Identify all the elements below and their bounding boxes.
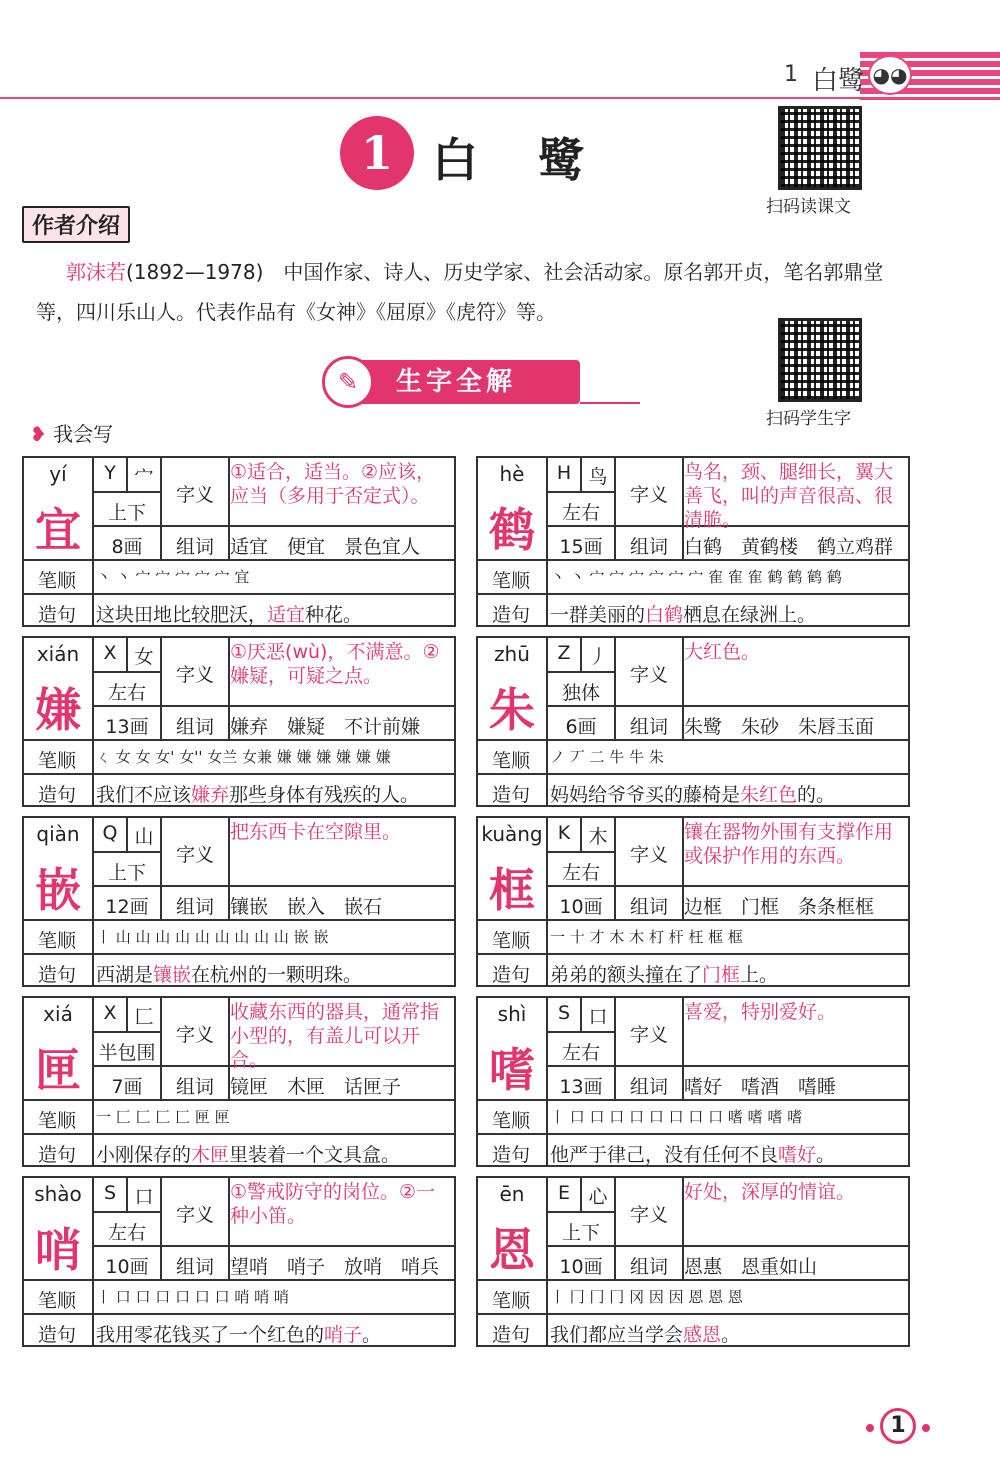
grid-line [478, 593, 910, 595]
structure: 上下 [107, 862, 146, 884]
character: 嫌 [35, 683, 81, 737]
character: 朱 [489, 683, 535, 737]
meaning-text: 镶在器物外围有支撑作用或保护作用的东西。 [684, 821, 894, 867]
sentence-text: 我用零花钱买了一个红色的哨子。 [96, 1324, 382, 1346]
structure: 独体 [561, 682, 600, 704]
structure: 左右 [561, 1042, 600, 1064]
grid-line [92, 1245, 160, 1247]
page-dot [866, 1424, 874, 1432]
pinyin: yí [49, 462, 67, 486]
arrow-icon: ❥ [30, 422, 54, 446]
char-card [22, 636, 456, 807]
meaning-label: 字义 [175, 664, 214, 686]
initial-letter: H [556, 462, 572, 484]
section-banner: 生字全解 [330, 360, 580, 404]
sentence-highlight: 镶嵌 [153, 964, 192, 986]
sentence-text: 这块田地比较肥沃，适宜种花。 [96, 604, 363, 626]
structure: 上下 [107, 502, 146, 524]
radical: 鸟 [588, 466, 608, 488]
structure: 上下 [561, 1222, 600, 1244]
stroke-order: 丨 口 口 口 口 口 口 哨 哨 哨 [96, 1288, 289, 1306]
stroke-order: 丨 口 口 口 口 口 口 口 口 嗜 嗜 嗜 嗜 [550, 1108, 803, 1126]
sentence-highlight: 木匣 [191, 1144, 230, 1166]
grid-line [546, 885, 614, 887]
char-card [22, 996, 456, 1167]
words-label: 组词 [629, 716, 668, 738]
structure: 左右 [561, 502, 600, 524]
pinyin: xiá [43, 1002, 73, 1026]
stroke-order: 丨 冂 冂 冂 冈 因 因 恩 恩 恩 [550, 1288, 743, 1306]
initial-letter: X [103, 1002, 117, 1024]
sentence-highlight: 嫌弃 [191, 784, 230, 806]
sentence-text: 西湖是镶嵌在杭州的一颗明珠。 [96, 964, 363, 986]
radical: 心 [588, 1186, 608, 1208]
meaning-text: ①适合，适当。②应该，应当（多用于否定式）。 [230, 461, 436, 507]
meaning-text: ①警戒防守的岗位。②一种小笛。 [230, 1181, 436, 1227]
page-number: 1 [880, 1408, 916, 1444]
stroke-order: 一 匚 匚 匚 匚 匣 匣 [96, 1108, 230, 1126]
lesson-title: 白鹭 [432, 133, 644, 187]
author-text: (1892—1978) 中国作家、诗人、历史学家、社会活动家。原名郭开贞，笔名郭鼎堂等，四川乐山人。代表作品有《女神》《屈原》《虎符》等。 [36, 260, 884, 324]
words-text: 望哨 哨子 放哨 哨兵 [230, 1256, 440, 1278]
grid-line [92, 705, 160, 707]
words-text: 边框 门框 条条框框 [684, 896, 875, 918]
meaning-label: 字义 [175, 484, 214, 506]
structure: 半包围 [98, 1042, 156, 1064]
initial-letter: Z [557, 642, 571, 664]
order-label: 笔顺 [37, 1110, 76, 1132]
char-card [22, 1176, 456, 1347]
grid-line [478, 953, 910, 955]
grid-line [546, 525, 614, 527]
grid-line [160, 1245, 456, 1247]
order-label: 笔顺 [37, 570, 76, 592]
radical: 木 [588, 826, 608, 848]
sentence-highlight: 白鹤 [645, 604, 684, 626]
radical: 丿 [588, 646, 608, 668]
stroke-count: 10画 [105, 1256, 149, 1278]
author-name: 郭沫若 [66, 260, 126, 284]
stroke-count: 10画 [559, 896, 603, 918]
words-label: 组词 [175, 536, 214, 558]
sentence-label: 造句 [491, 784, 530, 806]
character: 嵌 [35, 863, 81, 917]
sentence-highlight: 朱红色 [740, 784, 798, 806]
char-card [476, 1176, 910, 1347]
sentence-label: 造句 [491, 604, 530, 626]
sentence-label: 造句 [491, 1324, 530, 1346]
words-label: 组词 [629, 1256, 668, 1278]
sentence-text: 弟弟的额头撞在了门框上。 [550, 964, 779, 986]
grid-line [614, 705, 910, 707]
character: 鹤 [489, 503, 535, 557]
grid-line [24, 1133, 456, 1135]
sentence-label: 造句 [491, 1144, 530, 1166]
initial-letter: E [557, 1182, 570, 1204]
order-label: 笔顺 [491, 930, 530, 952]
character: 嗜 [489, 1043, 535, 1097]
grid-line [546, 1245, 614, 1247]
order-label: 笔顺 [37, 1290, 76, 1312]
sentence-highlight: 感恩 [683, 1324, 722, 1346]
char-card [22, 456, 456, 627]
pinyin: xián [36, 642, 80, 666]
meaning-text: 大红色。 [684, 641, 761, 663]
sentence-label: 造句 [37, 1144, 76, 1166]
grid-line [546, 1065, 614, 1067]
sentence-label: 造句 [37, 784, 76, 806]
meaning-label: 字义 [629, 1204, 668, 1226]
words-text: 适宜 便宜 景色宜人 [230, 536, 421, 558]
pinyin: hè [499, 462, 525, 486]
words-text: 镶嵌 嵌入 嵌石 [230, 896, 383, 918]
banner-underline [580, 402, 640, 404]
radical: 匚 [134, 1006, 154, 1028]
character: 宜 [35, 503, 81, 557]
sentence-text: 我们都应当学会感恩。 [550, 1324, 741, 1346]
qr-learn-caption: 扫码学生字 [766, 409, 851, 429]
order-label: 笔顺 [37, 930, 76, 952]
lesson-badge: 1 [340, 116, 414, 190]
meaning-text: 喜爱，特别爱好。 [684, 1001, 837, 1023]
meaning-label: 字义 [175, 1024, 214, 1046]
meaning-text: 把东西卡在空隙里。 [230, 821, 402, 843]
meaning-label: 字义 [629, 664, 668, 686]
radical: 女 [134, 646, 154, 668]
meaning-label: 字义 [175, 1204, 214, 1226]
grid-line [92, 1065, 160, 1067]
grid-line [614, 885, 910, 887]
initial-letter: S [557, 1002, 571, 1024]
structure: 左右 [107, 682, 146, 704]
grid-line [160, 885, 456, 887]
words-text: 白鹤 黄鹤楼 鹤立鸡群 [684, 536, 894, 558]
initial-letter: Y [104, 462, 116, 484]
panda-icon: ◕◕ [868, 55, 912, 95]
pinyin: ēn [499, 1182, 525, 1206]
words-text: 朱鹭 朱砂 朱唇玉面 [684, 716, 875, 738]
words-text: 镜匣 木匣 话匣子 [230, 1076, 402, 1098]
sentence-label: 造句 [37, 1324, 76, 1346]
sentence-text: 我们不应该嫌弃那些身体有残疾的人。 [96, 784, 420, 806]
grid-line [478, 773, 910, 775]
stroke-count: 7画 [111, 1076, 143, 1098]
char-card [22, 816, 456, 987]
char-card [476, 636, 910, 807]
pinyin: shì [497, 1002, 527, 1026]
grid-line [92, 885, 160, 887]
stroke-count: 10画 [559, 1256, 603, 1278]
char-card [476, 996, 910, 1167]
stroke-count: 8画 [111, 536, 143, 558]
meaning-text: 鸟名，颈、腿细长，翼大善飞，叫的声音很高、很清脆。 [684, 461, 894, 531]
grid-line [546, 705, 614, 707]
sentence-text: 小刚保存的木匣里装着一个文具盒。 [96, 1144, 401, 1166]
stroke-count: 12画 [105, 896, 149, 918]
order-label: 笔顺 [491, 750, 530, 772]
initial-letter: Q [102, 822, 118, 844]
character: 恩 [489, 1223, 535, 1277]
sentence-highlight: 门框 [702, 964, 741, 986]
grid-line [160, 525, 456, 527]
stroke-order: 丨 山 山 山 山 山 山 山 山 山 嵌 嵌 [96, 928, 329, 946]
sentence-highlight: 哨子 [324, 1324, 363, 1346]
qr-code-learn-icon[interactable] [778, 318, 862, 402]
stroke-count: 15画 [559, 536, 603, 558]
words-text: 嫌弃 嫌疑 不计前嫌 [230, 716, 421, 738]
grid-line [614, 1245, 910, 1247]
structure: 左右 [561, 862, 600, 884]
character: 框 [489, 863, 535, 917]
pencil-icon: ✎ [322, 356, 374, 408]
grid-line [24, 773, 456, 775]
radical: 宀 [134, 466, 154, 488]
initial-letter: S [103, 1182, 117, 1204]
character: 匣 [35, 1043, 81, 1097]
pinyin: qiàn [36, 822, 80, 846]
pinyin: kuàng [481, 822, 543, 846]
grid-line [478, 1313, 910, 1315]
meaning-text: 好处，深厚的情谊。 [684, 1181, 856, 1203]
words-label: 组词 [629, 896, 668, 918]
meaning-text: 收藏东西的器具，通常指小型的，有盖儿可以开合。 [230, 1001, 440, 1071]
grid-line [24, 593, 456, 595]
meaning-label: 字义 [175, 844, 214, 866]
sentence-label: 造句 [37, 964, 76, 986]
stroke-count: 13画 [559, 1076, 603, 1098]
sentence-text: 妈妈给爷爷买的藤椅是朱红色的。 [550, 784, 836, 806]
order-label: 笔顺 [491, 570, 530, 592]
grid-line [24, 953, 456, 955]
initial-letter: X [103, 642, 117, 664]
stroke-order: ノ 丆 二 牛 牛 朱 [550, 748, 664, 766]
initial-letter: K [557, 822, 571, 844]
sentence-highlight: 嗜好 [778, 1144, 817, 1166]
words-label: 组词 [175, 716, 214, 738]
stroke-count: 13画 [105, 716, 149, 738]
character: 哨 [35, 1223, 81, 1277]
grid-line [478, 1133, 910, 1135]
radical: 山 [134, 826, 154, 848]
order-label: 笔顺 [491, 1290, 530, 1312]
radical: 口 [588, 1006, 608, 1028]
words-label: 组词 [629, 1076, 668, 1098]
pinyin: zhū [494, 642, 530, 666]
grid-line [160, 705, 456, 707]
header-lesson-name: 白鹭 [812, 66, 865, 96]
words-text: 恩惠 恩重如山 [684, 1256, 818, 1278]
char-card [476, 816, 910, 987]
sentence-highlight: 适宜 [267, 604, 306, 626]
char-card [476, 456, 910, 627]
order-label: 笔顺 [37, 750, 76, 772]
meaning-label: 字义 [629, 484, 668, 506]
stroke-order: ㄑ 女 女 女' 女'' 女兰 女兼 嫌 嫌 嫌 嫌 嫌 嫌 [96, 748, 391, 766]
page-dot [922, 1424, 930, 1432]
stroke-order: 丶 丶 宀 宀 宀 宀 宀 宀 隺 隺 隺 鹤 鹤 鹤 鹤 [550, 568, 842, 586]
qr-code-read-icon[interactable] [778, 106, 862, 190]
grid-line [92, 525, 160, 527]
grid-line [24, 1313, 456, 1315]
header-line [0, 97, 1000, 99]
stroke-order: 一 十 才 木 木 朾 杆 枉 框 框 [550, 928, 743, 946]
structure: 左右 [107, 1222, 146, 1244]
order-label: 笔顺 [491, 1110, 530, 1132]
stroke-count: 6画 [565, 716, 597, 738]
grid-line [614, 1065, 910, 1067]
meaning-text: ①厌恶(wù)，不满意。②嫌疑，可疑之点。 [230, 641, 440, 687]
subsection-title: ❥ 我会写 [30, 422, 114, 446]
sentence-text: 他严于律己，没有任何不良嗜好。 [550, 1144, 836, 1166]
pinyin: shào [34, 1182, 82, 1206]
sentence-label: 造句 [37, 604, 76, 626]
words-label: 组词 [175, 896, 214, 918]
meaning-label: 字义 [629, 1024, 668, 1046]
words-label: 组词 [629, 536, 668, 558]
words-label: 组词 [175, 1256, 214, 1278]
author-section-tag: 作者介绍 [22, 206, 130, 243]
words-text: 嗜好 嗜酒 嗜睡 [684, 1076, 837, 1098]
words-label: 组词 [175, 1076, 214, 1098]
sentence-label: 造句 [491, 964, 530, 986]
header-lesson-number: 1 [784, 62, 798, 87]
sentence-text: 一群美丽的白鹤栖息在绿洲上。 [550, 604, 817, 626]
radical: 口 [134, 1186, 154, 1208]
stroke-order: 丶 丶 宀 宀 宀 宀 宀 宜 [96, 568, 250, 586]
qr-read-caption: 扫码读课文 [766, 197, 851, 217]
meaning-label: 字义 [629, 844, 668, 866]
